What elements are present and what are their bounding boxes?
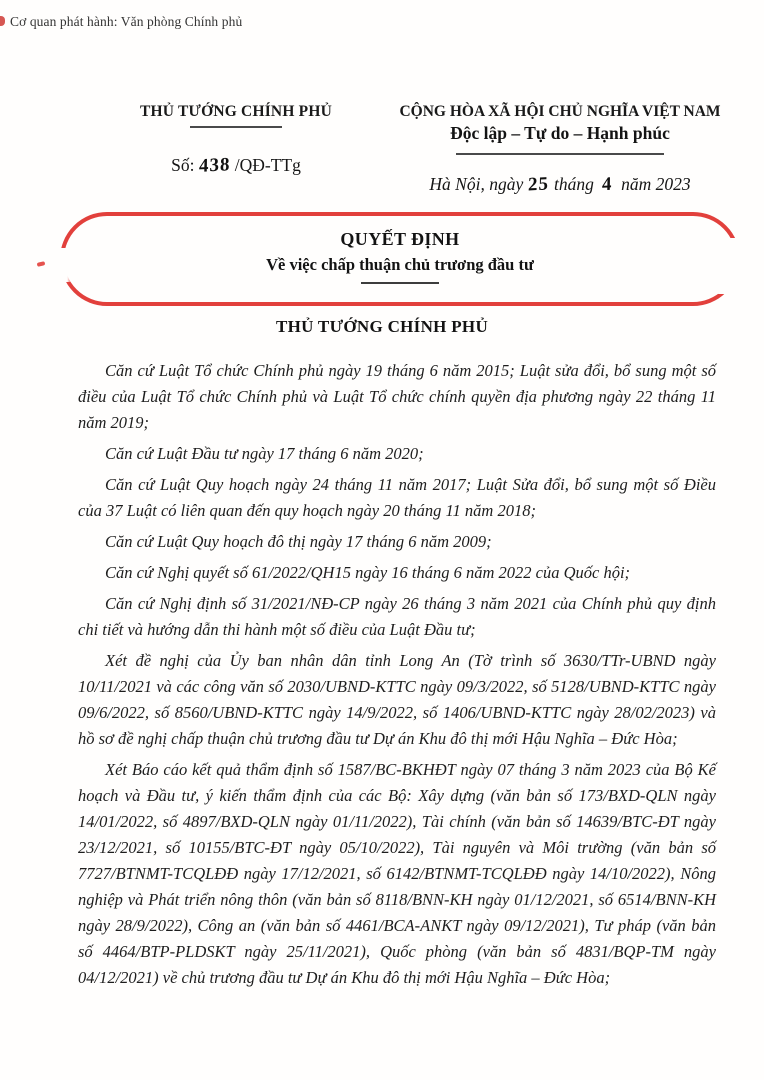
body-paragraph: Căn cứ Nghị định số 31/2021/NĐ-CP ngày 26 tháng 3 năm 2021 của Chính phủ quy định chi tiết và hướng dẫn thi hành một số điều của Luật Đầu tư; bbox=[78, 594, 716, 639]
date-middle: tháng bbox=[553, 174, 594, 194]
issuing-org-name: THỦ TƯỚNG CHÍNH PHỦ bbox=[140, 103, 332, 120]
document-subject: Về việc chấp thuận chủ trương đầu tư bbox=[266, 255, 534, 274]
subject-underline bbox=[361, 282, 439, 284]
document-number-suffix: /QĐ-TTg bbox=[234, 155, 301, 175]
date-suffix: năm 2023 bbox=[621, 174, 691, 194]
document-header bbox=[112, 103, 726, 196]
document-type-title: QUYẾT ĐỊNH bbox=[340, 229, 460, 249]
header-left-column bbox=[112, 103, 360, 196]
body-paragraph: Căn cứ Luật Quy hoạch đô thị ngày 17 tháng 6 năm 2009; bbox=[105, 532, 492, 551]
authority-heading: THỦ TƯỚNG CHÍNH PHỦ bbox=[275, 317, 489, 336]
red-stamp-stray-mark-icon bbox=[37, 261, 46, 267]
national-motto: Độc lập – Tự do – Hạnh phúc bbox=[450, 123, 670, 143]
header-right-column bbox=[394, 103, 726, 196]
date-month-handwritten: 4 bbox=[602, 173, 613, 196]
document-number-label: Số: bbox=[171, 155, 195, 175]
document-number bbox=[112, 155, 360, 177]
date-day-handwritten: 25 bbox=[527, 173, 549, 196]
body-paragraph: Căn cứ Nghị quyết số 61/2022/QH15 ngày 16 tháng 6 năm 2022 của Quốc hội; bbox=[105, 563, 631, 582]
org-name-underline bbox=[190, 126, 282, 128]
document-number-handwritten: 438 bbox=[198, 154, 231, 177]
body-paragraph: Căn cứ Luật Đầu tư ngày 17 tháng 6 năm 2020; bbox=[105, 444, 424, 463]
motto-underline bbox=[456, 153, 664, 155]
body-paragraph: Xét Báo cáo kết quả thẩm định số 1587/BC-BKHĐT ngày 07 tháng 3 năm 2023 của Bộ Kế hoạch và Đầu tư, ý kiến thẩm định của các Bộ: Xây dựng (văn bản số 173/BXD-QLN ngày 14/01/2022, số 4897/BXD-QLN ngày 01/11/2022), Tài chính (văn bản số 14639/BTC-ĐT ngày 23/12/2021, số 10155/BTC-ĐT ngày 05/10/2022), Tài nguyên và Môi trường (văn bản số 7727/BTNMT-TCQLĐĐ ngày 17/12/2021, số 6142/BTNMT-TCQLĐĐ ngày 14/10/2022), Nông nghiệp và Phát triển nông thôn (văn bản số 8118/BNN-KH ngày 01/12/2021, số 6514/BNN-KH ngày 28/9/2022), Công an (văn bản số 4461/BCA-ANKT ngày 09/12/2021), Tư pháp (văn bản số 4464/BTP-PLDSKT ngày 25/11/2021), Quốc phòng (văn bản số 4831/BQP-TM ngày 04/12/2021) về chủ trương đầu tư Dự án Khu đô thị mới Hậu Nghĩa – Đức Hòa; bbox=[78, 760, 716, 987]
red-edge-mark-icon bbox=[0, 16, 5, 26]
body-paragraph: Căn cứ Luật Quy hoạch ngày 24 tháng 11 năm 2017; Luật Sửa đổi, bổ sung một số Điều của 37 Luật có liên quan đến quy hoạch ngày 20 tháng 11 năm 2018; bbox=[78, 475, 716, 520]
place-and-date bbox=[394, 174, 726, 196]
date-prefix: Hà Nội, ngày bbox=[429, 174, 524, 194]
stamp-fade-right bbox=[710, 238, 744, 294]
red-stamp-frame bbox=[60, 212, 740, 306]
issuer-line: Cơ quan phát hành: Văn phòng Chính phủ bbox=[10, 14, 243, 29]
national-title: CỘNG HÒA XÃ HỘI CHỦ NGHĨA VIỆT NAM bbox=[399, 103, 721, 120]
body-paragraph: Xét đề nghị của Ủy ban nhân dân tỉnh Long An (Tờ trình số 3630/TTr-UBND ngày 10/11/2021 và các công văn số 2030/UBND-KTTC ngày 09/3/2022, số 5128/UBND-KTTC ngày 09/6/2022, số 8560/UBND-KTTC ngày 14/9/2022, số 1406/UBND-KTTC ngày 28/02/2023) và hồ sơ đề nghị chấp thuận chủ trương đầu tư Dự án Khu đô thị mới Hậu Nghĩa – Đức Hòa; bbox=[78, 651, 716, 748]
document-body bbox=[78, 358, 716, 991]
stamp-fade-left bbox=[56, 248, 72, 282]
body-paragraph: Căn cứ Luật Tổ chức Chính phủ ngày 19 tháng 6 năm 2015; Luật sửa đổi, bổ sung một số điều của Luật Tổ chức Chính phủ và Luật Tổ chức chính quyền địa phương ngày 22 tháng 11 năm 2019; bbox=[78, 361, 716, 432]
